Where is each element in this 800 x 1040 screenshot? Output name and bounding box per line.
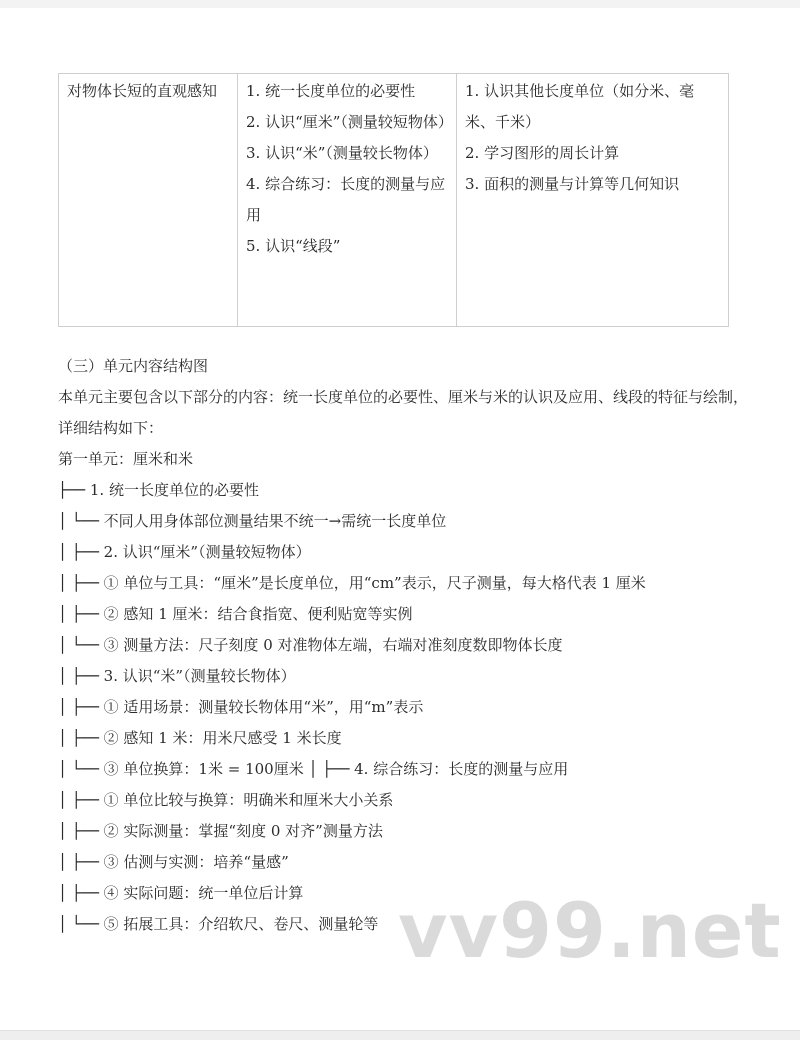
table-cell-prior-knowledge — [59, 74, 238, 327]
section-intro: 本单元主要包含以下部分的内容：统一长度单位的必要性、厘米与米的认识及应用、线段的特征与绘制，详细结构如下： — [58, 388, 749, 437]
tree-line: │ ├── 2. 认识“厘米”（测量较短物体） — [58, 543, 311, 561]
tree-line: │ └── 不同人用身体部位测量结果不统一→需统一长度单位 — [58, 512, 447, 530]
tree-line: │ ├── ① 适用场景：测量较长物体用“米”，用“m”表示 — [58, 698, 424, 716]
tree-line: │ ├── 3. 认识“米”（测量较长物体） — [58, 667, 296, 685]
cell-text: 4. 综合练习：长度的测量与应用 — [246, 175, 446, 224]
cell-text: 2. 认识“厘米”（测量较短物体） — [246, 113, 453, 131]
cell-text: 3. 认识“米”（测量较长物体） — [246, 144, 438, 162]
unit-title: 第一单元：厘米和米 — [58, 450, 194, 468]
tree-line: │ └── ③ 测量方法：尺子刻度 0 对准物体左端，右端对准刻度数即物体长度 — [58, 636, 563, 654]
table-cell-future-knowledge — [457, 74, 729, 327]
tree-line: │ └── ③ 单位换算：1米 = 100厘米 │ ├── 4. 综合练习：长度的测量与应用 — [58, 760, 569, 778]
tree-line: │ └── ⑤ 拓展工具：介绍软尺、卷尺、测量轮等 — [58, 915, 379, 933]
page-top-edge — [0, 0, 800, 8]
tree-line: │ ├── ② 实际测量：掌握“刻度 0 对齐”测量方法 — [58, 822, 383, 840]
tree-line: │ ├── ① 单位与工具：“厘米”是长度单位，用“cm”表示，尺子测量，每大格代表 1 厘米 — [58, 574, 646, 592]
section-heading: （三）单元内容结构图 — [58, 357, 209, 375]
cell-text: 对物体长短的直观感知 — [67, 82, 218, 100]
tree-line: │ ├── ① 单位比较与换算：明确米和厘米大小关系 — [58, 791, 394, 809]
cell-text: 1. 统一长度单位的必要性 — [246, 82, 416, 100]
tree-line: │ ├── ② 感知 1 米：用米尺感受 1 米长度 — [58, 729, 342, 747]
table-cell-unit-content — [238, 74, 457, 327]
cell-text: 5. 认识“线段” — [246, 237, 341, 255]
tree-line: ├── 1. 统一长度单位的必要性 — [58, 481, 259, 499]
tree-line: │ ├── ③ 估测与实测：培养“量感” — [58, 853, 289, 871]
structure-section — [58, 351, 748, 940]
tree-line: │ ├── ④ 实际问题：统一单位后计算 — [58, 884, 304, 902]
tree-line: │ ├── ② 感知 1 厘米：结合食指宽、便利贴宽等实例 — [58, 605, 413, 623]
cell-text: 1. 认识其他长度单位（如分米、毫米、千米） — [465, 82, 695, 131]
table-row — [59, 74, 729, 327]
knowledge-table — [58, 73, 729, 327]
cell-text: 2. 学习图形的周长计算 — [465, 144, 620, 162]
cell-text: 3. 面积的测量与计算等几何知识 — [465, 175, 680, 193]
watermark: vv99.net — [398, 886, 782, 975]
